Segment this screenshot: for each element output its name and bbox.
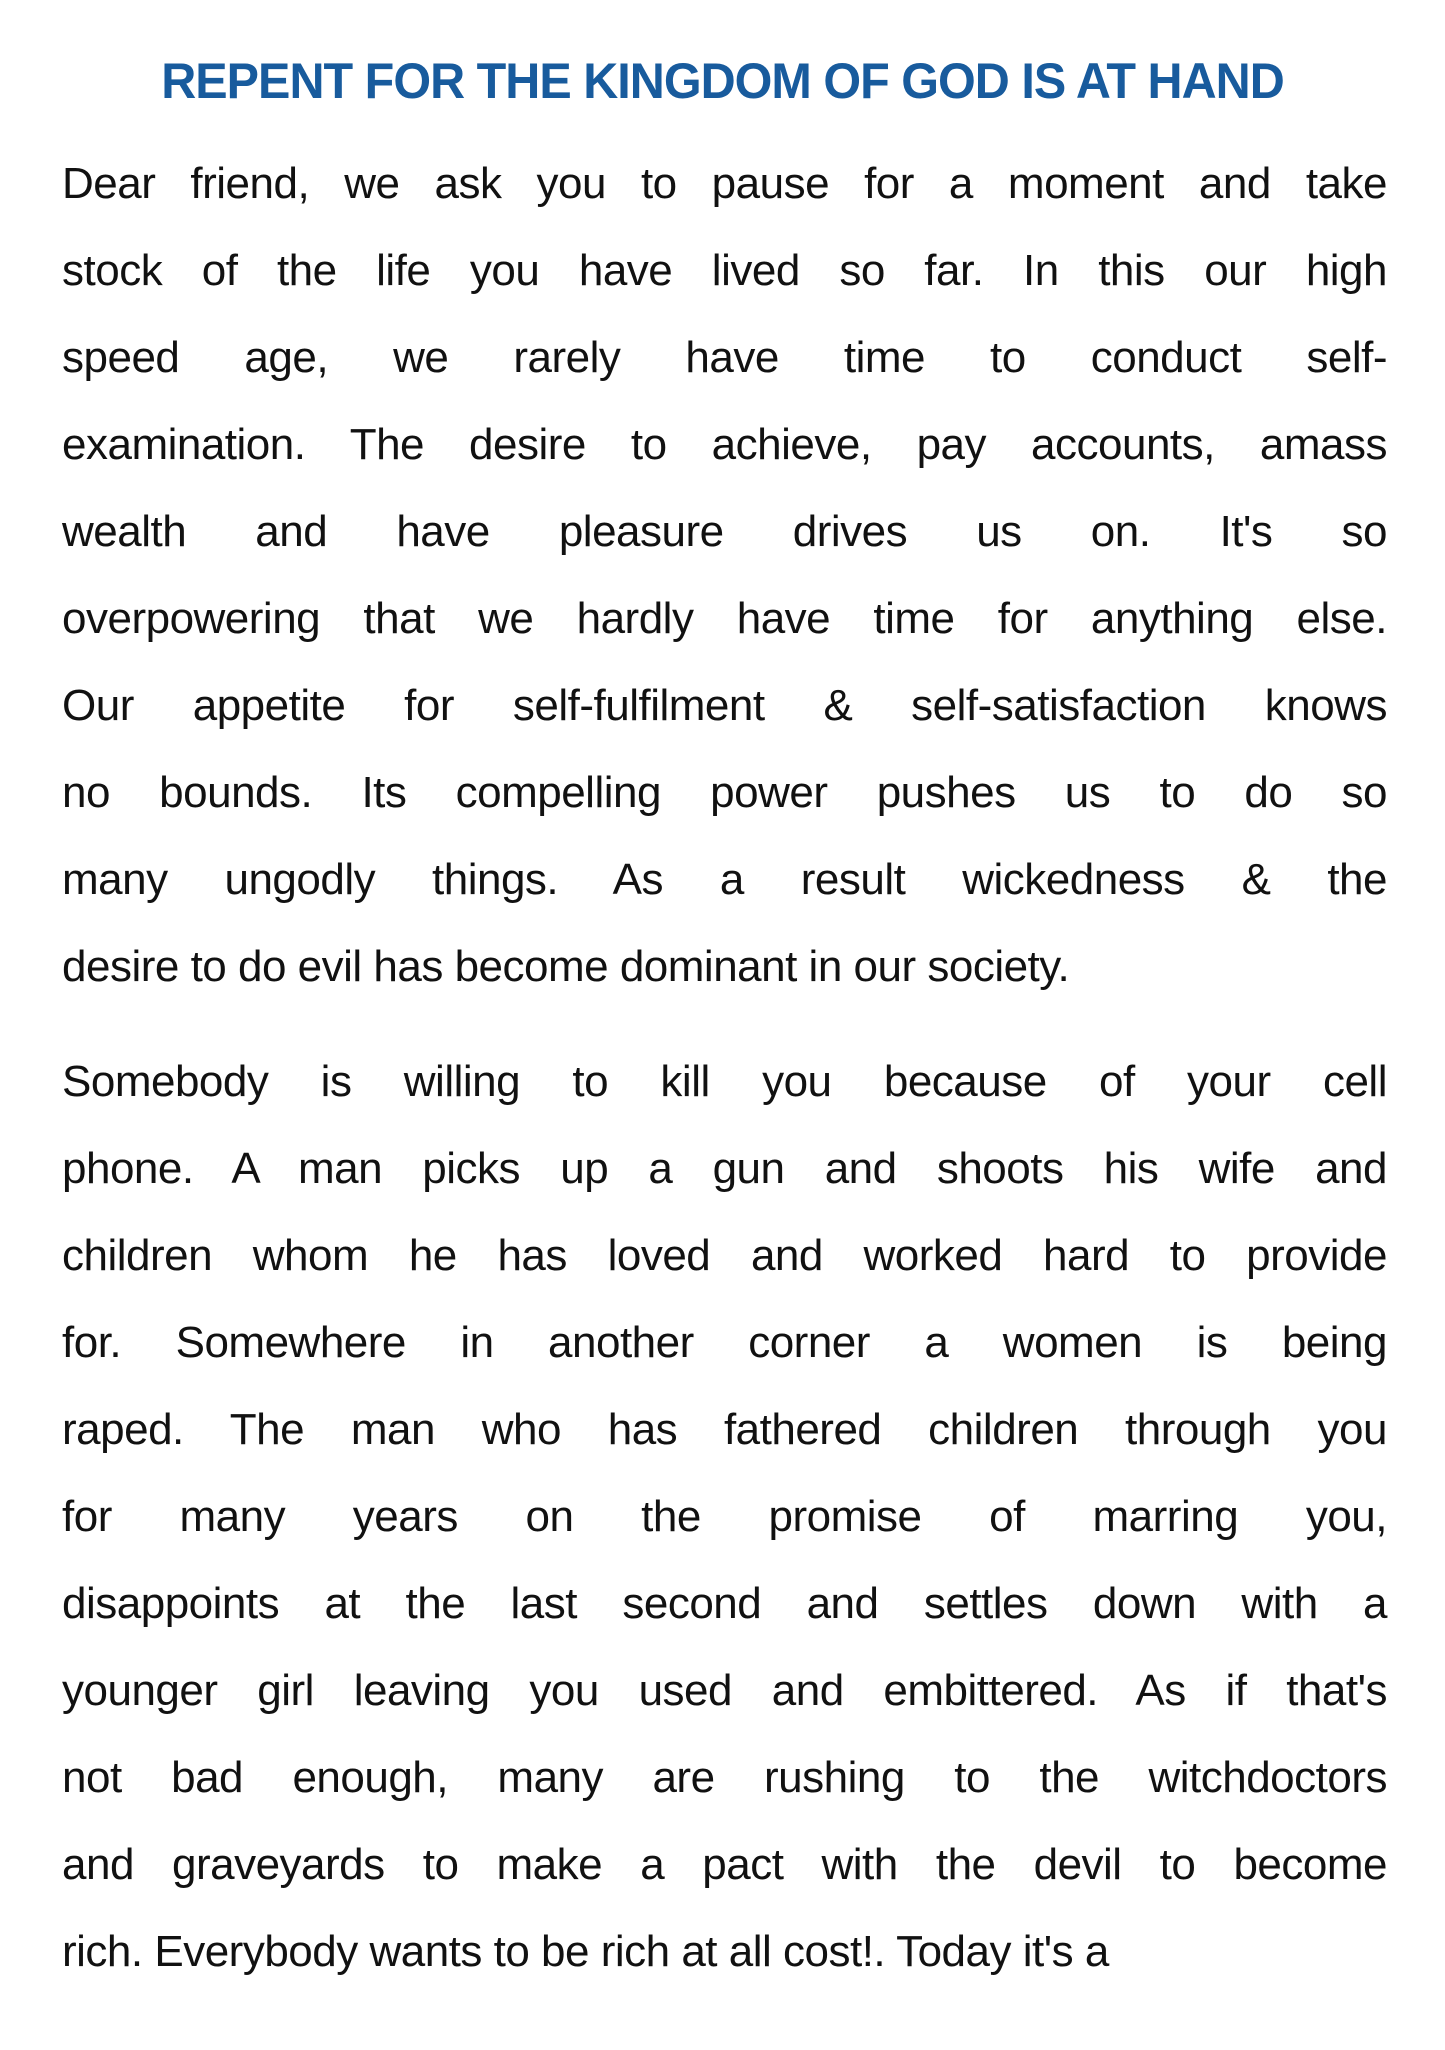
page-title: REPENT FOR THE KINGDOM OF GOD IS AT HAND xyxy=(161,53,1284,109)
text-line: for many years on the promise of marring you, xyxy=(62,1492,1387,1541)
text-line: no bounds. Its compelling power pushes us to do so xyxy=(62,768,1387,817)
text-line: and graveyards to make a pact with the devil to become xyxy=(62,1840,1387,1889)
text-line: phone. A man picks up a gun and shoots his wife and xyxy=(62,1144,1387,1193)
text-line: speed age, we rarely have time to conduct self- xyxy=(62,333,1387,382)
text-line: younger girl leaving you used and embittered. As if that's xyxy=(62,1666,1387,1715)
paragraph-1 xyxy=(62,140,1387,1010)
text-line: children whom he has loved and worked hard to provide xyxy=(62,1231,1387,1280)
text-line: raped. The man who has fathered children through you xyxy=(62,1405,1387,1454)
text-line: overpowering that we hardly have time for anything else. xyxy=(62,594,1387,643)
document-body xyxy=(0,140,1445,1995)
text-line: wealth and have pleasure drives us on. It's so xyxy=(62,507,1387,556)
paragraph-2 xyxy=(62,1038,1387,1995)
text-line: examination. The desire to achieve, pay accounts, amass xyxy=(62,420,1387,469)
text-line: not bad enough, many are rushing to the witchdoctors xyxy=(62,1753,1387,1802)
text-line: for. Somewhere in another corner a women is being xyxy=(62,1318,1387,1367)
text-line: desire to do evil has become dominant in our society. xyxy=(62,942,1070,991)
text-line: stock of the life you have lived so far. In this our high xyxy=(62,246,1387,295)
text-line: disappoints at the last second and settles down with a xyxy=(62,1579,1387,1628)
text-line: Somebody is willing to kill you because of your cell xyxy=(62,1057,1387,1106)
text-line: Dear friend, we ask you to pause for a moment and take xyxy=(62,159,1387,208)
text-line: rich. Everybody wants to be rich at all cost!. Today it's a xyxy=(62,1927,1109,1976)
text-line: Our appetite for self-fulfilment & self-satisfaction knows xyxy=(62,681,1387,730)
text-line: many ungodly things. As a result wickedness & the xyxy=(62,855,1387,904)
